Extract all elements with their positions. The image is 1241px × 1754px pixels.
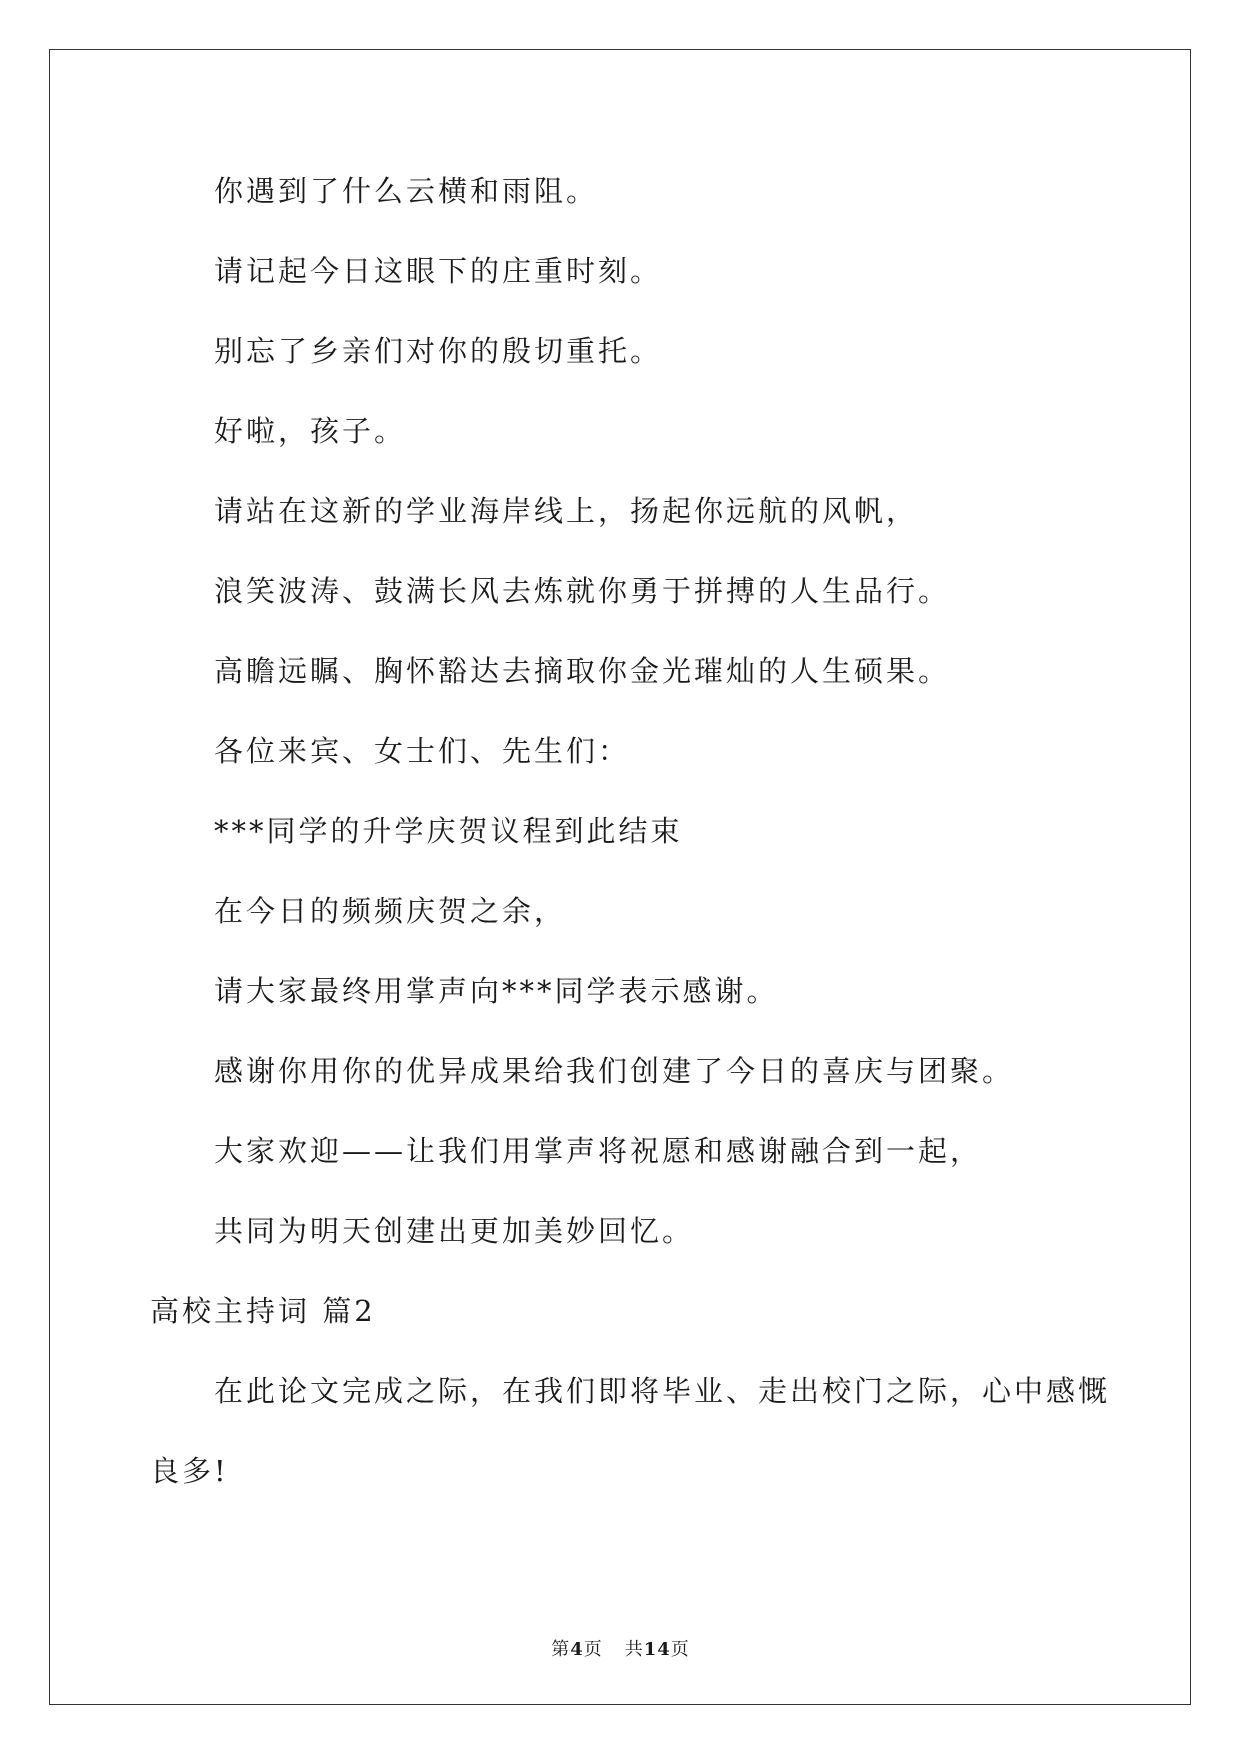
text-line: 共同为明天创建出更加美妙回忆。 (214, 1214, 695, 1248)
text-line: 好啦，孩子。 (214, 414, 407, 448)
footer-total-suffix: 页 (670, 1639, 690, 1660)
paragraph-line: 良多! (150, 1454, 229, 1488)
page-footer (0, 1638, 1241, 1662)
text-line: 各位来宾、女士们、先生们： (214, 734, 631, 768)
paragraph-line: 在此论文完成之际，在我们即将毕业、走出校门之际，心中感慨 (214, 1374, 1111, 1408)
text-line: 感谢你用你的优异成果给我们创建了今日的喜庆与团聚。 (214, 1054, 1015, 1088)
total-pages: 14 (643, 1639, 671, 1660)
text-line: 别忘了乡亲们对你的殷切重托。 (214, 334, 663, 368)
text-line: 大家欢迎——让我们用掌声将祝愿和感谢融合到一起， (214, 1134, 983, 1168)
footer-prefix: 第 (551, 1639, 571, 1660)
text-line: 请记起今日这眼下的庄重时刻。 (214, 254, 663, 288)
section-heading: 高校主持词 篇2 (150, 1294, 376, 1328)
footer-page-suffix: 页 (583, 1639, 603, 1660)
text-line: 你遇到了什么云横和雨阻。 (214, 174, 599, 208)
text-line: 高瞻远瞩、胸怀豁达去摘取你金光璀灿的人生硕果。 (214, 654, 951, 688)
text-line: 请站在这新的学业海岸线上，扬起你远航的风帆， (214, 494, 919, 528)
text-line: 在今日的频频庆贺之余， (214, 894, 567, 928)
text-line: 浪笑波涛、鼓满长风去炼就你勇于拼搏的人生品行。 (214, 574, 951, 608)
page-number: 4 (570, 1639, 584, 1660)
text-line: 请大家最终用掌声向***同学表示感谢。 (214, 974, 779, 1008)
footer-total-prefix: 共 (624, 1639, 644, 1660)
text-line: ***同学的升学庆贺议程到此结束 (214, 814, 683, 848)
